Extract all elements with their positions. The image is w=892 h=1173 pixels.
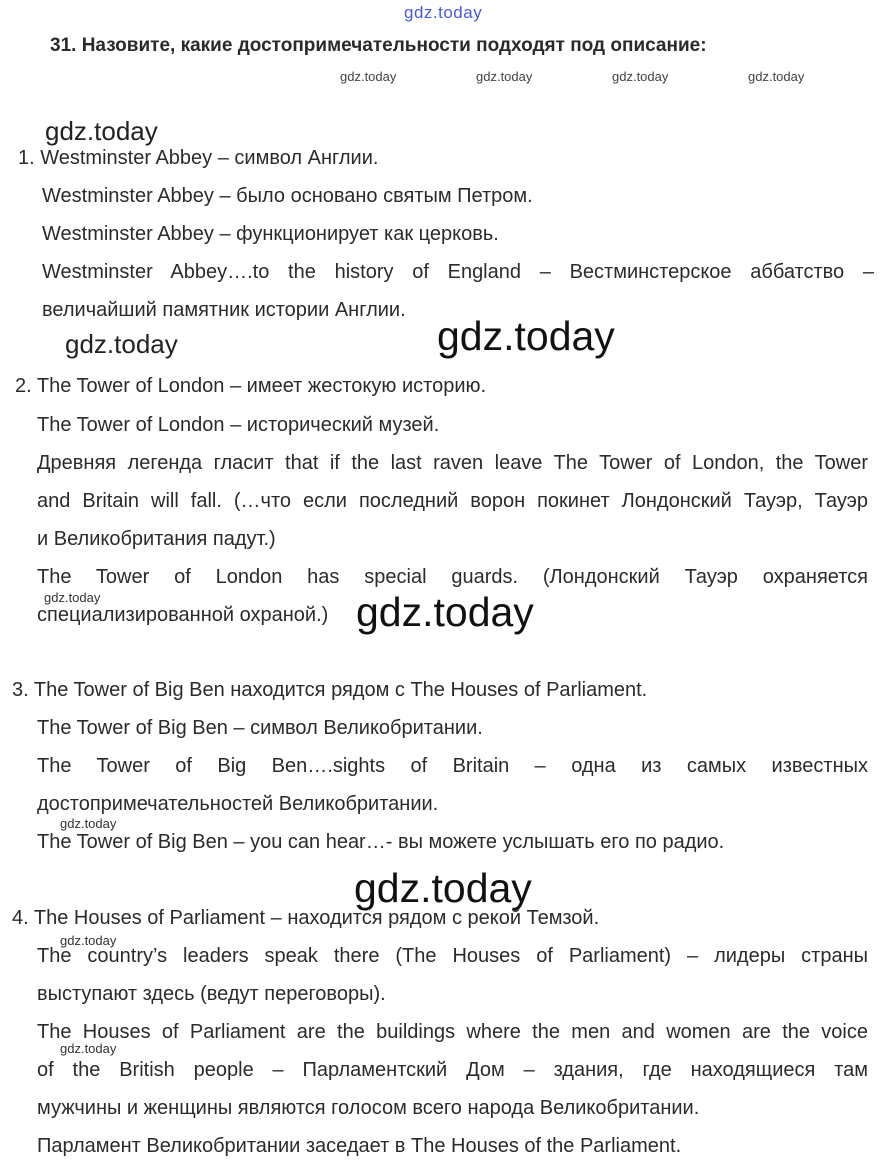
text-line: The Houses of Parliament are the buildings where the men and women are the voice xyxy=(37,1021,868,1043)
watermark-large: gdz.today xyxy=(437,313,615,359)
text-line: Парламент Великобритании заседает в The Houses of the Parliament. xyxy=(37,1135,682,1157)
text-line: 3. The Tower of Big Ben находится рядом с The Houses of Parliament. xyxy=(12,679,648,701)
watermark-top: gdz.today xyxy=(404,3,483,22)
text-line: Westminster Abbey – было основано святым Петром. xyxy=(42,185,533,207)
text-line: Древняя легенда гласит that if the last raven leave The Tower of London, the Tower xyxy=(37,452,868,474)
watermark-small: gdz.today xyxy=(44,590,101,605)
text-line: The Tower of Big Ben – символ Великобритании. xyxy=(37,717,483,739)
text-line: величайший памятник истории Англии. xyxy=(42,299,406,321)
watermark-small: gdz.today xyxy=(748,69,805,84)
text-line: 2. The Tower of London – имеет жестокую историю. xyxy=(15,375,487,397)
text-line: специализированной охраной.) xyxy=(37,604,329,626)
text-line: The Tower of London – исторический музей. xyxy=(37,414,440,436)
text-line: of the British people – Парламентский Дом – здания, где находящиеся там xyxy=(37,1059,868,1081)
text-line: The Tower of Big Ben….sights of Britain – одна из самых известных xyxy=(37,755,868,777)
text-line: The Tower of Big Ben – you can hear…- вы можете услышать его по радио. xyxy=(37,831,725,853)
text-line: The Tower of London has special guards. (Лондонский Тауэр охраняется xyxy=(37,566,868,588)
text-line: 4. The Houses of Parliament – находится рядом с рекой Темзой. xyxy=(12,907,600,929)
watermark-small: gdz.today xyxy=(60,933,117,948)
text-line: выступают здесь (ведут переговоры). xyxy=(37,983,386,1005)
text-line: Westminster Abbey – функционирует как церковь. xyxy=(42,223,499,245)
text-line: The country’s leaders speak there (The Houses of Parliament) – лидеры страны xyxy=(37,945,868,967)
text-line: мужчины и женщины являются голосом всего народа Великобритании. xyxy=(37,1097,700,1119)
watermark-large: gdz.today xyxy=(356,589,534,635)
text-line: 1. Westminster Abbey – символ Англии. xyxy=(18,147,379,169)
text-line: и Великобритания падут.) xyxy=(37,528,276,550)
watermark-small: gdz.today xyxy=(60,816,117,831)
watermark-medium: gdz.today xyxy=(45,116,158,146)
text-line: Westminster Abbey….to the history of England – Вестминстерское аббатство – xyxy=(42,261,874,283)
watermark-small: gdz.today xyxy=(612,69,669,84)
watermark-small: gdz.today xyxy=(60,1041,117,1056)
text-line: достопримечательностей Великобритании. xyxy=(37,793,439,815)
watermark-medium: gdz.today xyxy=(65,329,178,359)
exercise-title: 31. Назовите, какие достопримечательности подходят под описание: xyxy=(50,35,707,56)
watermark-large: gdz.today xyxy=(354,865,532,911)
watermark-small: gdz.today xyxy=(476,69,533,84)
watermark-small: gdz.today xyxy=(340,69,397,84)
text-line: and Britain will fall. (…что если последний ворон покинет Лондонский Тауэр, Тауэр xyxy=(37,490,868,512)
